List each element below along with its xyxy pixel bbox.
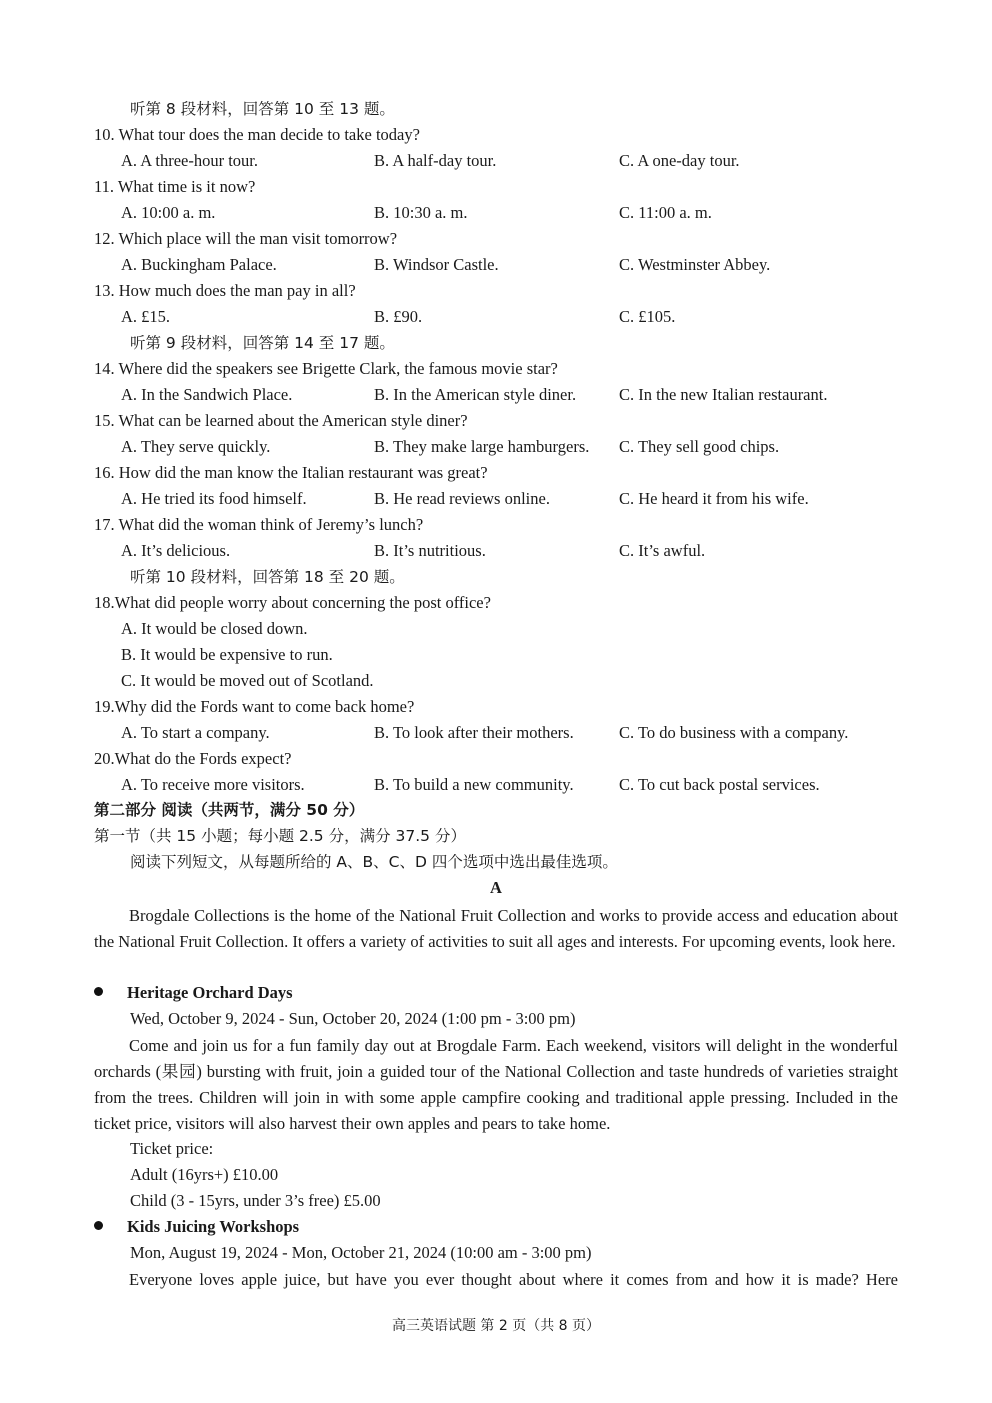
reading-part-title: 第二部分 阅读（共两节，满分 50 分） (94, 801, 365, 819)
q20-option-b: B. To build a new community. (374, 775, 574, 794)
section-9-heading: 听第 9 段材料，回答第 14 至 17 题。 (130, 334, 395, 352)
event-2-title: Kids Juicing Workshops (127, 1217, 300, 1236)
q18-option-a: A. It would be closed down. (121, 619, 308, 638)
q17-option-c: C. It’s awful. (619, 541, 706, 560)
question-20: 20.What do the Fords expect? (94, 749, 292, 768)
q17-option-b: B. It’s nutritious. (374, 541, 486, 560)
q12-option-c: C. Westminster Abbey. (619, 255, 771, 274)
q17-option-a: A. It’s delicious. (121, 541, 231, 560)
q13-option-b: B. £90. (374, 307, 423, 326)
page-footer: 高三英语试题 第 2 页（共 8 页） (391, 1318, 601, 1334)
q12-option-b: B. Windsor Castle. (374, 255, 499, 274)
question-15: 15. What can be learned about the American style diner? (94, 411, 468, 430)
question-12: 12. Which place will the man visit tomorrow? (94, 229, 398, 248)
event-1-heading (94, 982, 293, 1004)
passage-intro (94, 903, 898, 955)
passage-letter: A (490, 878, 502, 897)
reading-instruction: 阅读下列短文，从每题所给的 A、B、C、D 四个选项中选出最佳选项。 (130, 853, 618, 871)
question-11: 11. What time is it now? (94, 177, 256, 196)
q13-option-a: A. £15. (121, 307, 171, 326)
question-19: 19.Why did the Fords want to come back home? (94, 697, 415, 716)
q14-option-b: B. In the American style diner. (374, 385, 577, 404)
q11-option-c: C. 11:00 a. m. (619, 203, 712, 222)
q19-option-c: C. To do business with a company. (619, 723, 849, 742)
q15-option-b: B. They make large hamburgers. (374, 437, 590, 456)
event-1-price-label: Ticket price: (130, 1139, 214, 1158)
q11-option-a: A. 10:00 a. m. (121, 203, 216, 222)
reading-section-title: 第一节（共 15 小题；每小题 2.5 分，满分 37.5 分） (94, 827, 466, 845)
question-10: 10. What tour does the man decide to take today? (94, 125, 420, 144)
event-2-description: Everyone loves apple juice, but have you ever thought about where it comes from and how it is made? Here (129, 1270, 898, 1289)
q13-option-c: C. £105. (619, 307, 676, 326)
event-1-adult-price: Adult (16yrs+) £10.00 (130, 1165, 279, 1184)
q18-option-b: B. It would be expensive to run. (121, 645, 333, 664)
question-18: 18.What did people worry about concerning the post office? (94, 593, 491, 612)
q16-option-c: C. He heard it from his wife. (619, 489, 809, 508)
q12-option-a: A. Buckingham Palace. (121, 255, 277, 274)
q10-option-c: C. A one-day tour. (619, 151, 740, 170)
event-1-description: Come and join us for a fun family day out at Brogdale Farm. Each weekend, visitors will delight in the wonderful orchards (果园) bursting with fruit, join a guided tour of the National Collection and taste hundreds of varieties straight from the trees. Children will join in with some apple campfire cooking and traditional apple pressing. Included in the ticket price, visitors will also harvest their own apples and pears to take home. (94, 1036, 898, 1133)
q20-option-a: A. To receive more visitors. (121, 775, 305, 794)
event-2-body (94, 1267, 898, 1293)
q20-option-c: C. To cut back postal services. (619, 775, 820, 794)
q15-option-c: C. They sell good chips. (619, 437, 780, 456)
q14-option-a: A. In the Sandwich Place. (121, 385, 293, 404)
q11-option-b: B. 10:30 a. m. (374, 203, 468, 222)
section-8-heading: 听第 8 段材料，回答第 10 至 13 题。 (130, 100, 395, 118)
event-1-child-price: Child (3 - 15yrs, under 3’s free) £5.00 (130, 1191, 381, 1210)
question-17: 17. What did the woman think of Jeremy’s lunch? (94, 515, 424, 534)
bullet-icon (94, 987, 103, 996)
intro-paragraph: Brogdale Collections is the home of the National Fruit Collection and works to provide access and education about the National Fruit Collection. It offers a variety of activities to suit all ages and interests. For upcoming events, look here. (94, 906, 898, 951)
q19-option-b: B. To look after their mothers. (374, 723, 574, 742)
question-16: 16. How did the man know the Italian restaurant was great? (94, 463, 488, 482)
q16-option-a: A. He tried its food himself. (121, 489, 307, 508)
q16-option-b: B. He read reviews online. (374, 489, 550, 508)
question-13: 13. How much does the man pay in all? (94, 281, 356, 300)
event-1-body (94, 1033, 898, 1137)
q10-option-b: B. A half-day tour. (374, 151, 497, 170)
q14-option-c: C. In the new Italian restaurant. (619, 385, 828, 404)
section-10-heading: 听第 10 段材料，回答第 18 至 20 题。 (130, 568, 405, 586)
q15-option-a: A. They serve quickly. (121, 437, 271, 456)
event-1-dates: Wed, October 9, 2024 - Sun, October 20, 2024 (1:00 pm - 3:00 pm) (130, 1009, 576, 1028)
event-1-title: Heritage Orchard Days (127, 983, 293, 1002)
q18-option-c: C. It would be moved out of Scotland. (121, 671, 374, 690)
q10-option-a: A. A three-hour tour. (121, 151, 259, 170)
question-14: 14. Where did the speakers see Brigette Clark, the famous movie star? (94, 359, 558, 378)
event-2-heading (94, 1216, 299, 1238)
bullet-icon (94, 1221, 103, 1230)
event-2-dates: Mon, August 19, 2024 - Mon, October 21, 2024 (10:00 am - 3:00 pm) (130, 1243, 592, 1262)
q19-option-a: A. To start a company. (121, 723, 270, 742)
